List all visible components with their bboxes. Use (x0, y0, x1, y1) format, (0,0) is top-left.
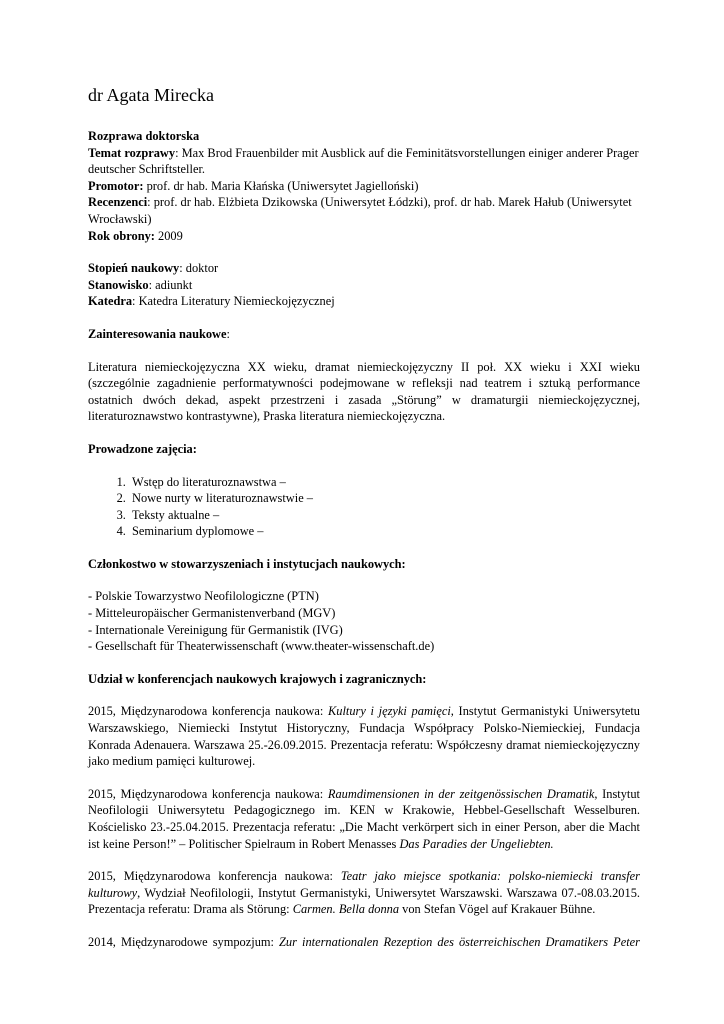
reviewers-value: : prof. dr hab. Elżbieta Dzikowska (Uniwersytet Łódzki), prof. dr hab. Marek Hałub (Uniwersytet Wrocławski) (88, 195, 632, 226)
topic-value: : Max Brod Frauenbilder mit Ausblick auf die Feminitätsvorstellungen einiger anderer Prager deutscher Schriftsteller. (88, 145, 639, 177)
conference-entry (88, 934, 640, 951)
reviewers-label: Recenzenci (88, 195, 148, 210)
classes-list (88, 474, 640, 540)
chair-label: Katedra (88, 294, 133, 309)
conference-title: Zur internationalen Rezeption des österreichischen Dramatikers Peter (279, 934, 640, 949)
conference-text: 2015, Międzynarodowa konferencja naukowa: (88, 786, 328, 801)
conference-text: Instytut Germanistyki Uniwersytetu Warszawskiego, Niemiecki Instytut Historyczny, Fundacja Współpracy Polsko-Niemieckiej, Fundacja Konrada Adenauera. Warszawa 25.-26.09.2015. Prezentacja referatu: Współczesny dramat niemieckojęzyczny jako medium pamięci kulturowej. (88, 704, 641, 769)
list-item: 1. Wstęp do literaturoznawstwa – (129, 474, 640, 491)
conference-entry (88, 786, 640, 852)
conference-text: 2015, Międzynarodowa konferencja naukowa: (88, 704, 328, 719)
conference-title: Teatr jako miejsce spotkania: polsko-niemiecki transfer kulturowy (88, 869, 641, 900)
promoter-label: Promotor: (88, 178, 144, 193)
degree-value: : doktor (179, 261, 219, 276)
conference-text: von Stefan Vögel auf Krakauer Bühne. (399, 902, 596, 917)
document-content (88, 84, 640, 951)
post-label: Stanowisko (88, 277, 149, 292)
page-title: dr Agata Mirecka (88, 85, 214, 105)
conference-text: 2014, Międzynarodowe sympozjum: (88, 934, 280, 949)
conference-entry (88, 868, 640, 918)
list-item: - Gesellschaft für Theaterwissenschaft (www.theater-wissenschaft.de) (88, 639, 435, 654)
post-value: : adiunkt (148, 277, 193, 292)
conference-work-title: Carmen. Bella donna (292, 902, 400, 917)
list-item: 2. Nowe nurty w literaturoznawstwie – (129, 490, 640, 507)
conference-text: , Wydział Neofilologii, Instytut Germanistyki, Uniwersytet Warszawski. Warszawa 07.-08.03.2015. Prezentacja referatu: Drama als Störung: (88, 885, 640, 917)
thesis-heading: Rozprawa doktorska (88, 129, 200, 143)
list-item: - Mitteleuropäischer Germanistenverband (MGV) (88, 606, 336, 621)
interests-text: Literatura niemieckojęzyczna XX wieku, dramat niemieckojęzyczny II poł. XX wieku i XXI wieku (szczególnie zagadnienie performatywności podejmowane w refleksji nad teatrem i sztuką performance ostatnich dwóch dekad, aspekt przestrzeni i zasada „Störung” w dramaturgii niemieckojęzycznej, literaturoznawstwo kontrastywne), Praska literatura niemieckojęzyczna. (88, 359, 640, 424)
conference-text: , Instytut Neofilologii Uniwersytetu Pedagogicznego im. KEN w Krakowie, Hebbel-Gesellschaft Wesselburen. Kościelisko 23.-25.04.2015. Prezentacja referatu: „Die Macht verkörpert sich in einer Person, aber die Macht ist keine Person!” – Politischer Spielraum in Robert Menasses (88, 786, 640, 851)
list-item: 3. Teksty aktualne – (129, 507, 640, 524)
conferences-heading: Udział w konferencjach naukowych krajowych i zagranicznych: (88, 671, 427, 686)
conference-text: 2015, Międzynarodowa konferencja naukowa: (88, 869, 341, 884)
memberships-list (88, 588, 640, 654)
classes-heading: Prowadzone zajęcia: (88, 441, 197, 456)
list-item: - Polskie Towarzystwo Neofilologiczne (PTN) (88, 589, 319, 604)
topic-label: Temat rozprawy (88, 145, 176, 160)
position-section (88, 260, 640, 310)
thesis-section (88, 128, 640, 244)
degree-label: Stopień naukowy (88, 261, 180, 276)
conference-entry (88, 703, 640, 769)
conference-title: Raumdimensionen in der zeitgenössischen Dramatik (327, 786, 595, 801)
promoter-value: prof. dr hab. Maria Kłańska (Uniwersytet Jagielloński) (143, 178, 419, 193)
chair-value: : Katedra Literatury Niemieckojęzycznej (132, 294, 335, 309)
conference-work-title: Das Paradies der Ungeliebten. (399, 836, 554, 851)
list-item: - Internationale Vereinigung für Germanistik (IVG) (88, 622, 343, 637)
conference-title: Kultury i języki pamięci, (327, 704, 454, 719)
memberships-heading: Członkostwo w stowarzyszeniach i instytucjach naukowych: (88, 556, 406, 571)
interests-heading-colon: : (226, 326, 230, 341)
interests-heading: Zainteresowania naukowe (88, 326, 227, 341)
year-label: Rok obrony: (88, 228, 155, 243)
list-item: 4. Seminarium dyplomowe – (129, 523, 640, 540)
year-value: 2009 (154, 228, 183, 243)
